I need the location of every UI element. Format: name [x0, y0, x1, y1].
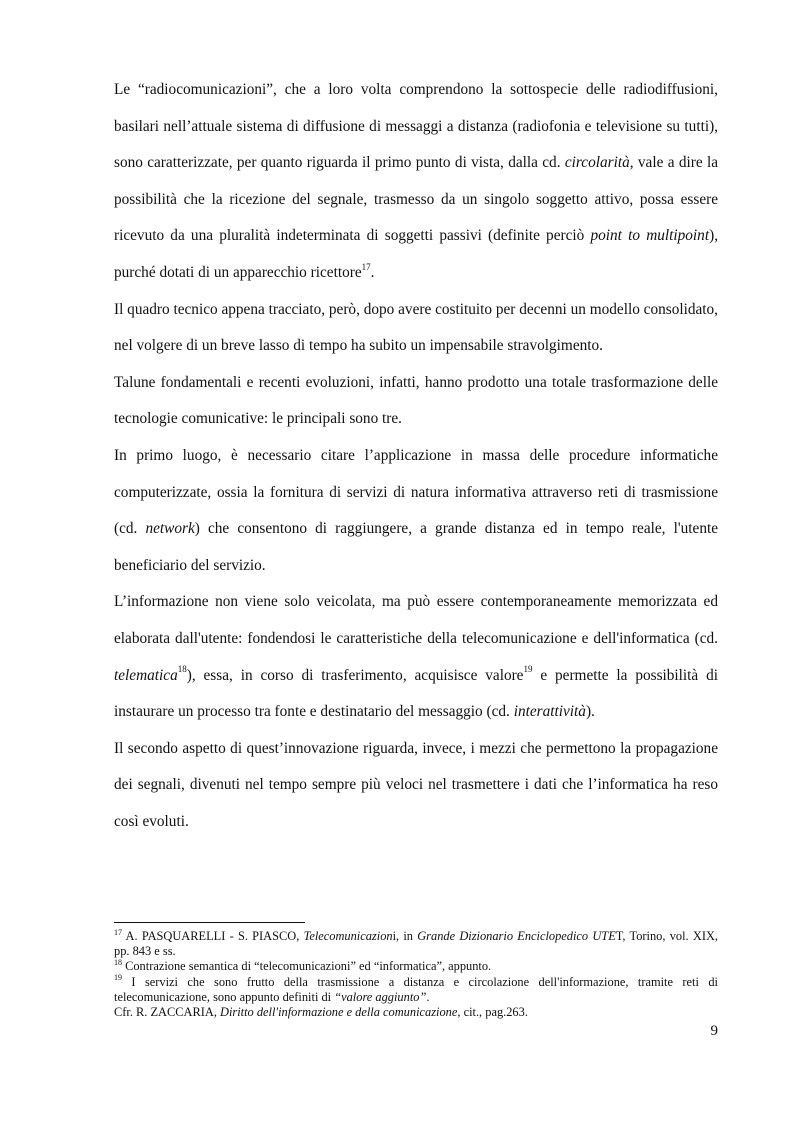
footnote-separator [114, 922, 305, 923]
paragraph-6 [114, 731, 718, 841]
paragraph-5 [114, 584, 718, 730]
text-run: A. PASQUARELLI - S. PIASCO, [122, 929, 304, 943]
text-run: . [370, 263, 375, 281]
text-run: ), essa, in corso di trasferimento, acquisisce valore [186, 666, 524, 684]
paragraph-3 [114, 365, 718, 438]
italic-run: circolarità [564, 154, 630, 172]
text-run: Talune fondamentali e recenti evoluzioni, infatti, hanno prodotto una totale trasformazione delle tecnologie comunicative: le principali sono tre. [114, 373, 718, 428]
italic-run: telematica [114, 666, 178, 684]
body-text [114, 72, 718, 840]
italic-run: “valore aggiunto” [334, 989, 427, 1004]
footnote-18 [114, 959, 718, 974]
text-run: , cit., pag.263. [457, 1005, 528, 1020]
footnote-ref-19[interactable]: 19 [523, 664, 533, 675]
text-run: Le “radiocomunicazioni”, che a loro volta comprendono la sottospecie delle radiodiffusioni, basilari nell’attuale sistema di diffusione di messaggi a distanza (radiofonia e televisione su tutti), sono caratterizzate, per quanto riguarda il primo punto di vista, dalla cd. [114, 81, 718, 172]
text-run: Contrazione semantica di “telecomunicazioni” ed “informatica”, appunto. [122, 959, 492, 974]
text-run: Il secondo aspetto di quest’innovazione riguarda, invece, i mezzi che permettono la propagazione dei segnali, divenuti nel tempo sempre più veloci nel trasmettere i dati che l’informatica ha reso così evoluti. [114, 739, 718, 830]
text-run: ) che consentono di raggiungere, a grande distanza ed in tempo reale, l'utente beneficiario del servizio. [114, 520, 719, 574]
italic-run: Telecomunicazion [303, 929, 393, 943]
text-run: e permette la possibilità di instaurare un processo tra fonte e destinatario del messaggio (cd. [114, 666, 718, 721]
text-run: ), purché dotati di un apparecchio ricettore [114, 227, 719, 281]
italic-run: Grande Dizionario Enciclopedico UTE [417, 929, 616, 943]
paragraph-1 [114, 72, 718, 292]
paragraph-2 [114, 292, 718, 365]
footnote-number: 18 [114, 958, 122, 968]
italic-run: point to multipoint [590, 227, 710, 245]
italic-run: network [145, 520, 195, 538]
italic-run: Diritto dell'informazione e della comunicazione [220, 1005, 458, 1020]
footnote-number: 19 [114, 973, 122, 983]
footnote-number: 17 [114, 927, 122, 937]
page-number: 9 [710, 1023, 718, 1039]
text-run: . [426, 989, 430, 1004]
footnotes [114, 922, 718, 1020]
text-run: i, in [392, 929, 418, 943]
text-run: , vale a dire la possibilità che la ricezione del segnale, trasmesso da un singolo soggetto attivo, possa essere ricevuto da una pluralità indeterminata di soggetti passivi (definite perciò [114, 154, 718, 245]
text-run: L’informazione non viene solo veicolata, ma può essere contemporaneamente memorizzata ed elaborata dall'utente: fondendosi le caratteristiche della telecomunicazione e dell'informatica (cd. [114, 593, 718, 647]
text-run: Cfr. R. ZACCARIA, [114, 1005, 221, 1020]
paragraph-4 [114, 438, 718, 584]
footnote-ref-17[interactable]: 17 [361, 261, 371, 272]
text-run: I servizi che sono frutto della trasmissione a distanza e circolazione dell'informazione, tramite reti di telecomunicazione, sono appunto definiti di [114, 974, 718, 1004]
text-run: Il quadro tecnico appena tracciato, però, dopo avere costituito per decenni un modello consolidato, nel volgere di un breve lasso di tempo ha subito un impensabile stravolgimento. [114, 300, 719, 355]
footnote-19 [114, 975, 718, 1005]
footnote-19-citation [114, 1005, 718, 1020]
italic-run: interattività [513, 703, 586, 721]
text-run: In primo luogo, è necessario citare l’applicazione in massa delle procedure informatiche computerizzate, ossia la fornitura di servizi di natura informativa attraverso reti di trasmissione (cd. [114, 446, 718, 538]
text-run: T, Torino, vol. XIX, pp. 843 e ss. [114, 929, 718, 959]
footnote-17 [114, 929, 718, 959]
footnote-ref-18[interactable]: 18 [177, 664, 187, 675]
text-run: ). [585, 703, 595, 721]
